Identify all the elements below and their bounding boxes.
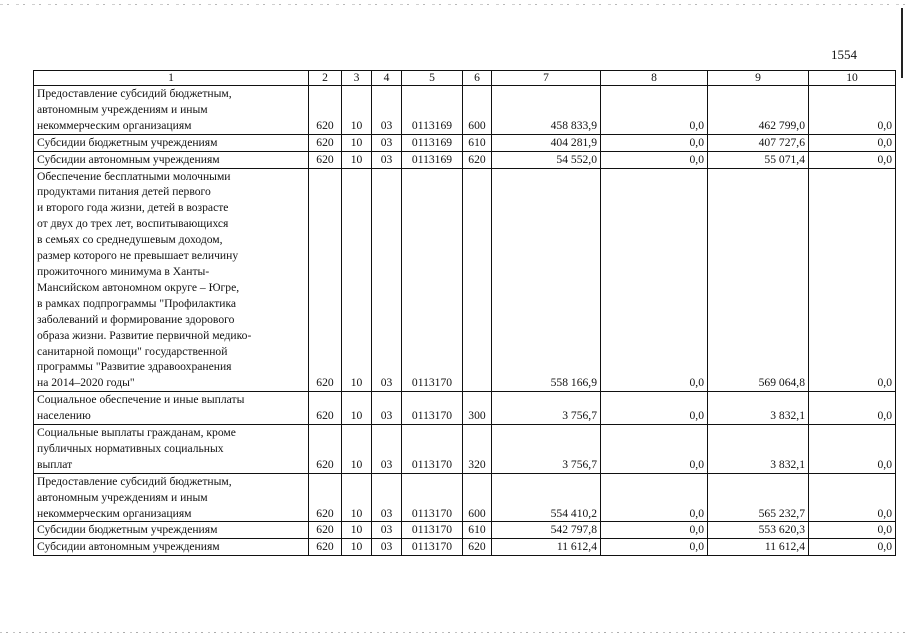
item-name-line: выплат [37,457,73,471]
amount-cell: 0,0 [601,86,708,135]
admin-code-cell: 620 [309,473,342,522]
header-cell: 3 [342,71,372,86]
amount-cell: 0,0 [601,392,708,425]
table-row [34,392,896,425]
amount-cell: 462 799,0 [708,86,809,135]
header-row [34,71,896,86]
amount-cell: 554 410,2 [492,473,601,522]
item-name-line: в рамках подпрограммы "Профилактика [37,296,237,310]
amount-cell: 0,0 [809,134,896,151]
target-item-cell: 0113170 [402,539,463,556]
section-cell: 10 [342,522,372,539]
item-name-line: автономным учреждениям и иным [37,102,208,116]
item-name-cell [34,392,309,425]
item-name-cell [34,86,309,135]
expense-type-cell: 300 [463,392,492,425]
header-cell: 4 [372,71,402,86]
subsection-cell: 03 [372,168,402,392]
section-cell: 10 [342,134,372,151]
amount-cell: 0,0 [601,134,708,151]
item-name-line: от двух до трех лет, воспитывающихся [37,217,229,231]
admin-code-cell: 620 [309,151,342,168]
amount-cell: 0,0 [601,522,708,539]
section-cell: 10 [342,473,372,522]
admin-code-cell: 620 [309,522,342,539]
subsection-cell: 03 [372,539,402,556]
amount-cell: 0,0 [601,151,708,168]
target-item-cell: 0113170 [402,522,463,539]
scan-artifact-bottom [0,632,905,633]
header-cell: 10 [809,71,896,86]
header-cell: 5 [402,71,463,86]
section-cell: 10 [342,392,372,425]
item-name-line: автономным учреждениям и иным [37,490,208,504]
item-name-line: прожиточного минимума в Ханты- [37,264,210,278]
item-name-line: публичных нормативных социальных [37,441,224,455]
item-name-cell [34,134,309,151]
amount-cell: 0,0 [809,522,896,539]
amount-cell: 55 071,4 [708,151,809,168]
table-row [34,473,896,522]
item-name-line: в семьях со среднедушевым доходом, [37,233,223,247]
subsection-cell: 03 [372,86,402,135]
amount-cell: 569 064,8 [708,168,809,392]
expense-type-cell: 620 [463,151,492,168]
amount-cell: 404 281,9 [492,134,601,151]
item-name-line: Мансийском автономном округе – Югре, [37,280,240,294]
section-cell: 10 [342,425,372,474]
item-name-cell [34,539,309,556]
expense-type-cell: 600 [463,473,492,522]
item-name-cell [34,425,309,474]
page-number: 1554 [831,47,857,62]
item-name-line: Обеспечение бесплатными молочными [37,169,231,183]
item-name-line: продуктами питания детей первого [37,185,211,199]
item-name-line: некоммерческим организациям [37,118,192,132]
item-name-cell [34,522,309,539]
admin-code-cell: 620 [309,392,342,425]
target-item-cell: 0113170 [402,473,463,522]
target-item-cell: 0113170 [402,168,463,392]
header-cell: 7 [492,71,601,86]
amount-cell: 0,0 [809,473,896,522]
table-row [34,86,896,135]
section-cell: 10 [342,86,372,135]
amount-cell: 0,0 [809,539,896,556]
subsection-cell: 03 [372,522,402,539]
scan-artifact-top [0,4,905,5]
target-item-cell: 0113169 [402,86,463,135]
header-cell: 6 [463,71,492,86]
target-item-cell: 0113169 [402,151,463,168]
item-name-line: Субсидии автономным учреждениям [37,152,220,166]
expense-type-cell [463,168,492,392]
amount-cell: 407 727,6 [708,134,809,151]
item-name-line: санитарной помощи" государственной [37,344,228,358]
amount-cell: 0,0 [809,86,896,135]
amount-cell: 0,0 [601,539,708,556]
table-row [34,168,896,392]
expense-type-cell: 610 [463,134,492,151]
amount-cell: 542 797,8 [492,522,601,539]
amount-cell: 11 612,4 [492,539,601,556]
table-row [34,539,896,556]
target-item-cell: 0113169 [402,134,463,151]
table-body [34,86,896,556]
amount-cell: 3 832,1 [708,425,809,474]
admin-code-cell: 620 [309,134,342,151]
item-name-line: размер которого не превышает величину [37,249,239,263]
admin-code-cell: 620 [309,86,342,135]
item-name-line: программы "Развитие здравоохранения [37,360,232,374]
header-cell: 2 [309,71,342,86]
amount-cell: 3 832,1 [708,392,809,425]
item-name-line: Субсидии бюджетным учреждениям [37,135,218,149]
item-name-line: заболеваний и формирование здорового [37,312,235,326]
amount-cell: 553 620,3 [708,522,809,539]
item-name-line: Предоставление субсидий бюджетным, [37,87,232,100]
amount-cell: 3 756,7 [492,392,601,425]
table-row [34,522,896,539]
target-item-cell: 0113170 [402,425,463,474]
amount-cell: 558 166,9 [492,168,601,392]
expense-type-cell: 600 [463,86,492,135]
item-name-line: на 2014–2020 годы" [37,376,135,390]
item-name-line: Субсидии бюджетным учреждениям [37,523,218,537]
item-name-cell [34,151,309,168]
table-row [34,134,896,151]
admin-code-cell: 620 [309,425,342,474]
expense-type-cell: 320 [463,425,492,474]
header-cell: 8 [601,71,708,86]
amount-cell: 0,0 [809,151,896,168]
table-row [34,425,896,474]
item-name-line: Субсидии автономным учреждениям [37,540,220,554]
subsection-cell: 03 [372,473,402,522]
amount-cell: 0,0 [809,392,896,425]
item-name-line: Предоставление субсидий бюджетным, [37,474,232,488]
item-name-line: Социальное обеспечение и иные выплаты [37,393,245,407]
admin-code-cell: 620 [309,168,342,392]
amount-cell: 0,0 [601,425,708,474]
expense-type-cell: 620 [463,539,492,556]
table-row [34,151,896,168]
subsection-cell: 03 [372,134,402,151]
admin-code-cell: 620 [309,539,342,556]
section-cell: 10 [342,151,372,168]
amount-cell: 0,0 [809,168,896,392]
amount-cell: 0,0 [809,425,896,474]
amount-cell: 0,0 [601,168,708,392]
expense-type-cell: 610 [463,522,492,539]
amount-cell: 11 612,4 [708,539,809,556]
subsection-cell: 03 [372,425,402,474]
subsection-cell: 03 [372,151,402,168]
item-name-line: образа жизни. Развитие первичной медико- [37,328,252,342]
section-cell: 10 [342,539,372,556]
target-item-cell: 0113170 [402,392,463,425]
item-name-cell [34,473,309,522]
section-cell: 10 [342,168,372,392]
item-name-cell [34,168,309,392]
item-name-line: и второго года жизни, детей в возрасте [37,201,229,215]
item-name-line: населению [37,409,91,423]
amount-cell: 458 833,9 [492,86,601,135]
page-edge-mark [901,8,903,78]
subsection-cell: 03 [372,392,402,425]
amount-cell: 54 552,0 [492,151,601,168]
item-name-line: некоммерческим организациям [37,506,192,520]
amount-cell: 565 232,7 [708,473,809,522]
header-cell: 9 [708,71,809,86]
header-cell: 1 [34,71,309,86]
amount-cell: 3 756,7 [492,425,601,474]
item-name-line: Социальные выплаты гражданам, кроме [37,426,236,440]
budget-table [33,70,896,556]
amount-cell: 0,0 [601,473,708,522]
